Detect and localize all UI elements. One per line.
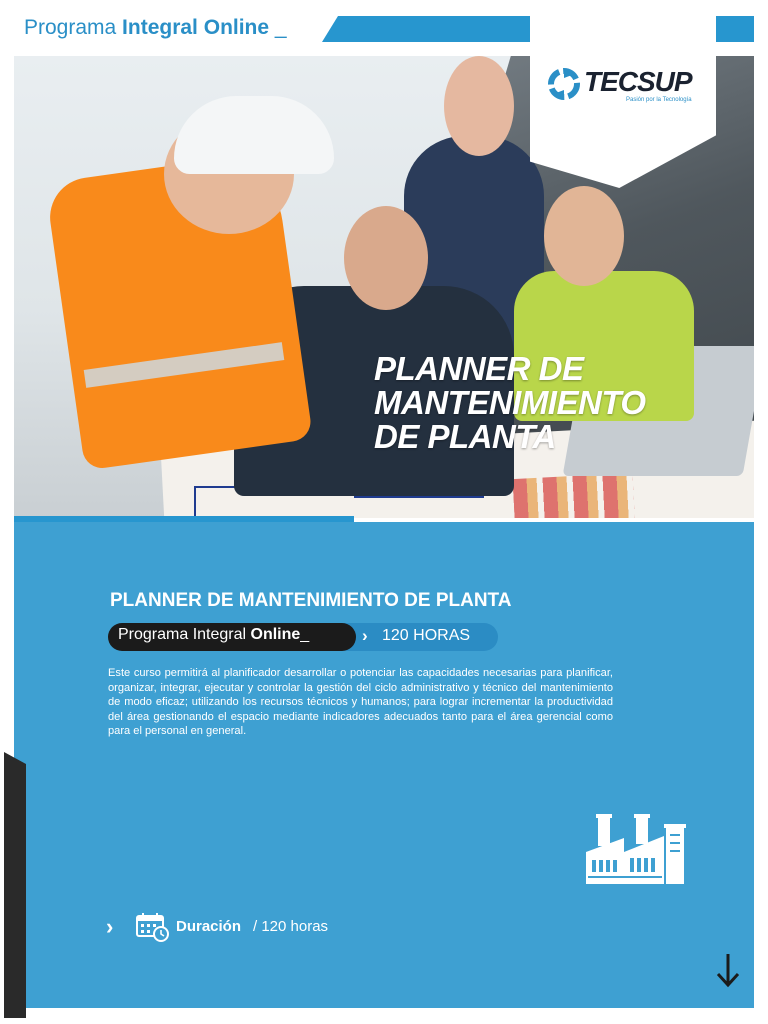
logo-wordmark: TECSUP xyxy=(584,66,692,97)
logo-tagline: Pasión por la Tecnología xyxy=(626,97,692,103)
program-pill-bold: Online xyxy=(250,626,301,643)
program-header-title xyxy=(24,16,287,40)
program-pill-suffix: _ xyxy=(300,626,310,643)
person-woman-head xyxy=(444,56,514,156)
hero-title-line2: MANTENIMIENTO xyxy=(374,384,646,421)
calendar-clock-icon xyxy=(136,912,170,942)
arrow-down-icon[interactable] xyxy=(714,950,742,990)
factory-icon xyxy=(584,812,692,886)
hero-title xyxy=(374,352,646,454)
program-header-prefix: Programa xyxy=(24,16,117,39)
chevron-right-icon: › xyxy=(362,626,368,645)
course-description: Este curso permitirá al planificador desarrollar o potenciar las capacidades necesarias para planificar, organizar, integrar, ejecutar y controlar la gestión del ciclo administrativo y técnico del mantenimiento de modo eficaz; utilizando los recursos técnicos y humanos; para lograr incrementar la productividad del área gestionando el espacio mediante indicadores adecuados tanto para el área gerencial como para el personal en general. xyxy=(108,667,613,738)
duration-label: Duración xyxy=(176,918,242,935)
color-swatches xyxy=(513,473,636,518)
blueprint-line xyxy=(194,486,196,518)
tecsup-logo-mark-icon xyxy=(546,66,582,102)
program-pill-label xyxy=(118,626,309,644)
person-suit-head xyxy=(344,206,428,310)
hard-hat xyxy=(174,96,334,174)
hours-label: 120 HORAS xyxy=(382,627,471,644)
program-header-suffix: _ xyxy=(269,16,287,39)
person-yellow-vest-head xyxy=(544,186,624,286)
course-title: PLANNER DE MANTENIMIENTO DE PLANTA xyxy=(110,590,512,611)
program-pill-prefix: Programa Integral xyxy=(118,626,251,643)
hero-title-line1: PLANNER DE xyxy=(374,350,584,387)
corner-shadow xyxy=(4,752,26,1018)
blueprint-line xyxy=(354,496,484,498)
program-header-bold: Integral Online xyxy=(122,16,270,39)
chevron-right-icon: › xyxy=(106,914,114,939)
hero-title-line3: DE PLANTA xyxy=(374,418,556,455)
duration-value: / 120 horas xyxy=(253,918,329,935)
program-pill xyxy=(108,623,498,651)
